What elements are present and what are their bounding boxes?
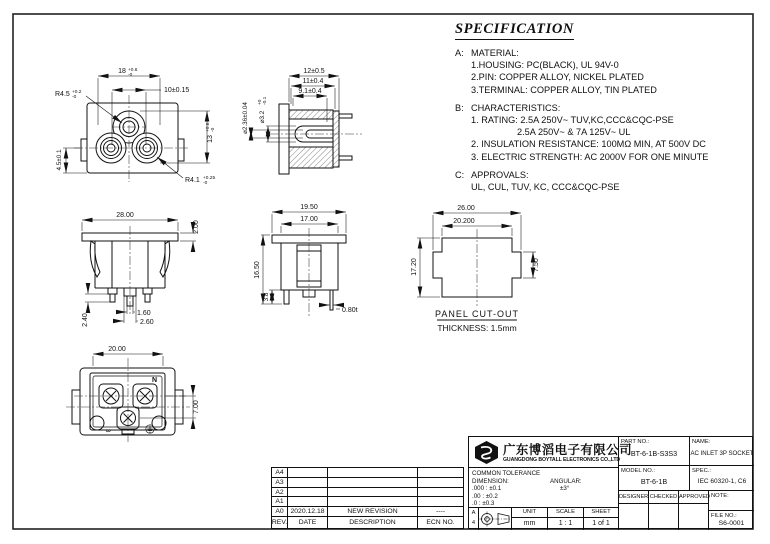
rev-header-ecn: ECN NO. <box>426 519 455 526</box>
projection-symbol-icon <box>479 508 512 530</box>
rev-cell <box>418 478 463 488</box>
dim-11: 11±0.4 <box>302 78 324 85</box>
tolerance-row2: .00 : ±0.2 <box>472 492 498 500</box>
approved-cell <box>679 491 709 530</box>
tolerance-box <box>469 468 619 508</box>
dim-16-50: 16.50 <box>254 261 261 279</box>
designer-label: DESIGNER <box>619 491 648 504</box>
sheet-value: 1 of 1 <box>592 520 610 527</box>
specification-block <box>455 20 755 193</box>
spec-c-label: C: <box>455 169 465 180</box>
model-no-value: BT-6-1B <box>640 477 668 486</box>
paper-size-4: 4 <box>471 520 476 526</box>
rev-cell: ---- <box>418 507 463 517</box>
dim-2-00: 2.00 <box>193 220 200 234</box>
dim-2-60: 2.60 <box>140 319 154 326</box>
scale-cell <box>548 508 584 530</box>
dim-r-side-sup: +0.25 <box>203 176 216 181</box>
dim-3-2-sup: +0 <box>258 99 263 105</box>
rev-cell <box>328 478 418 488</box>
rev-cell: A4 <box>272 468 288 478</box>
rev-cell <box>328 488 418 498</box>
dim-13: 13 <box>207 135 214 143</box>
unit-cell <box>512 508 548 530</box>
dim-26: 26.00 <box>457 205 475 212</box>
rev-cell <box>288 468 328 478</box>
dim-1-60: 1.60 <box>137 310 151 317</box>
dim-13-sup: +0.6 <box>206 122 211 132</box>
tolerance-ang-label: ANGULAR: <box>550 477 582 485</box>
dim-r-side-sub: -0 <box>203 181 208 186</box>
tolerance-row3: .0 : ±0.3 <box>472 500 495 508</box>
part-no-label: PART NO.: <box>621 439 650 445</box>
rev-cell: A3 <box>272 478 288 488</box>
unit-label: UNIT <box>512 508 547 518</box>
projection-symbol-cell <box>479 508 512 530</box>
dim-0-80t: 0.80t <box>342 307 358 314</box>
scale-value: 1 : 1 <box>558 520 573 527</box>
dim-r-top-sub: -0 <box>72 95 77 100</box>
spec-line: UL, CUL, TUV, KC, CCC&CQC-PSE <box>471 182 620 193</box>
rev-cell <box>328 468 418 478</box>
approved-label: APPROVED <box>679 491 708 504</box>
dim-2-36: ⌀2.36±0.04 <box>242 102 249 134</box>
spec-b-heading-text: CHARACTERISTICS: <box>471 102 561 113</box>
specification-title: SPECIFICATION <box>455 21 574 40</box>
tolerance-title: COMMON TOLERANCE <box>472 470 541 477</box>
spec-line: 1.HOUSING: PC(BLACK), UL 94V-0 <box>471 60 619 71</box>
dim-3-2: ⌀3.2 <box>259 110 266 124</box>
dim-9-1: 9.1±0.4 <box>298 88 322 95</box>
checked-label: CHECKED <box>649 491 678 504</box>
spec-line: 3.TERMINAL: COPPER ALLOY, TIN PLATED <box>471 84 657 95</box>
checked-cell <box>649 491 679 530</box>
spec-c-heading-text: APPROVALS: <box>471 169 529 180</box>
dim-18-sup: +0.6 <box>128 68 138 73</box>
rev-cell <box>418 468 463 478</box>
spec-a-heading <box>455 47 755 59</box>
dim-r-side: R4.1 <box>185 177 200 184</box>
rev-header-rev: REV. <box>272 519 288 526</box>
spec-a-label: A: <box>455 48 464 58</box>
part-no-cell <box>619 437 690 466</box>
rev-cell <box>328 497 418 507</box>
unit-value: mm <box>523 520 536 527</box>
rev-cell: NEW REVISION <box>328 507 418 517</box>
company-name-en: GUANGDONG BOYTALL ELECTRONICS CO.,LTD <box>503 457 621 463</box>
spec-a-heading-text: MATERIAL: <box>471 48 519 58</box>
spec-c-heading <box>455 169 755 181</box>
sheet-cell <box>584 508 619 530</box>
dim-3-2-sub: -0.1 <box>263 96 268 105</box>
rev-cell <box>288 497 328 507</box>
view-section-dims <box>242 68 325 134</box>
scale-label: SCALE <box>548 508 583 518</box>
view-side-elevation <box>261 212 346 316</box>
view-front-elevation-dims <box>82 212 200 327</box>
dim-12: 12±0.5 <box>303 68 325 75</box>
note-label: NOTE: <box>711 493 729 499</box>
rev-cell: A0 <box>272 507 288 517</box>
dim-17-00: 17.00 <box>300 216 318 223</box>
view-bottom <box>66 354 196 442</box>
dim-7-00: 7.00 <box>193 400 200 414</box>
note-cell <box>709 491 754 511</box>
dim-13-sub: -0 <box>211 127 216 132</box>
sheet-label: SHEET <box>584 508 618 518</box>
earth-icon <box>146 425 154 433</box>
dim-3-8: 3.8 <box>263 292 270 302</box>
rev-cell: A2 <box>272 488 288 498</box>
view-front-elevation <box>82 220 196 323</box>
company-box <box>469 437 633 468</box>
spec-cell <box>690 466 754 491</box>
revision-table <box>271 467 464 529</box>
dim-20-200: 20.200 <box>453 218 475 225</box>
name-value: AC INLET 3P SOCKET <box>690 450 754 457</box>
rev-cell <box>288 488 328 498</box>
dim-r-top-sup: +0.2 <box>72 90 82 95</box>
file-no-value: S6-0001 <box>718 520 745 527</box>
spec-b-label: B: <box>455 102 464 113</box>
designer-cell <box>619 491 649 530</box>
neutral-marking: N <box>152 377 158 384</box>
panel-thickness-label: THICKNESS: 1.5mm <box>437 323 517 333</box>
file-no-label: FILE NO.: <box>711 513 737 519</box>
view-panel-cutout <box>417 213 536 320</box>
dim-pitch: 10±0.15 <box>164 87 190 94</box>
dim-r-top: R4.5 <box>55 91 70 98</box>
spec-b-heading <box>455 102 755 114</box>
title-block <box>468 436 753 529</box>
spec-value: IEC 60320-1, C6 <box>697 478 747 485</box>
rev-cell <box>418 488 463 498</box>
dim-28: 28.00 <box>116 212 134 219</box>
company-logo-icon <box>473 440 500 465</box>
dim-20-00: 20.00 <box>108 346 126 353</box>
dim-7-50: 7.50 <box>533 258 540 272</box>
spec-line: 2.5A 250V~ & 7A 125V~ UL <box>517 127 631 138</box>
dim-18-sub: -0 <box>128 73 133 78</box>
tolerance-row1: .000 : ±0.1 <box>472 485 502 493</box>
spec-line: 3. ELECTRIC STRENGTH: AC 2000V FOR ONE MINUTE <box>471 151 709 162</box>
rev-cell <box>288 478 328 488</box>
rev-cell: A1 <box>272 497 288 507</box>
rev-cell <box>418 497 463 507</box>
dim-18: 18 <box>118 68 126 75</box>
company-name-cn: 广东博滔电子有限公司 <box>503 443 633 457</box>
paper-size-a: A <box>471 510 476 516</box>
model-no-cell <box>619 466 690 491</box>
spec-line: 2.PIN: COPPER ALLOY, NICKEL PLATED <box>471 72 644 83</box>
paper-size-cell <box>469 508 479 530</box>
rev-header-date: DATE <box>288 517 328 528</box>
dim-19-50: 19.50 <box>300 204 318 211</box>
dim-off: 4.5±0.1 <box>56 149 63 171</box>
panel-cutout-label: PANEL CUT-OUT <box>434 309 520 319</box>
cavity-marking: 3 <box>104 429 110 433</box>
dim-2-40: 2.40 <box>82 313 89 327</box>
name-label: NAME: <box>692 439 711 445</box>
part-no-value: BT-6-1B-S3S3 <box>630 449 678 458</box>
view-bottom-text <box>104 346 200 433</box>
model-no-label: MODEL NO.: <box>621 468 655 474</box>
tolerance-ang-value: ±3° <box>560 485 570 493</box>
name-cell <box>690 437 754 466</box>
spec-line: 2. INSULATION RESISTANCE: 100MΩ MIN, AT 500V DC <box>471 139 706 150</box>
rev-header-desc: DESCRIPTION <box>328 517 418 528</box>
rev-cell: 2020.12.18 <box>288 507 328 517</box>
spec-line: 1. RATING: 2.5A 250V~ TUV,KC,CCC&CQC-PSE <box>471 115 674 126</box>
tolerance-dim-label: DIMENSION: <box>472 477 509 485</box>
spec-label: SPEC.: <box>692 468 712 474</box>
dim-17-20: 17.20 <box>411 258 418 276</box>
file-no-cell <box>709 511 754 530</box>
